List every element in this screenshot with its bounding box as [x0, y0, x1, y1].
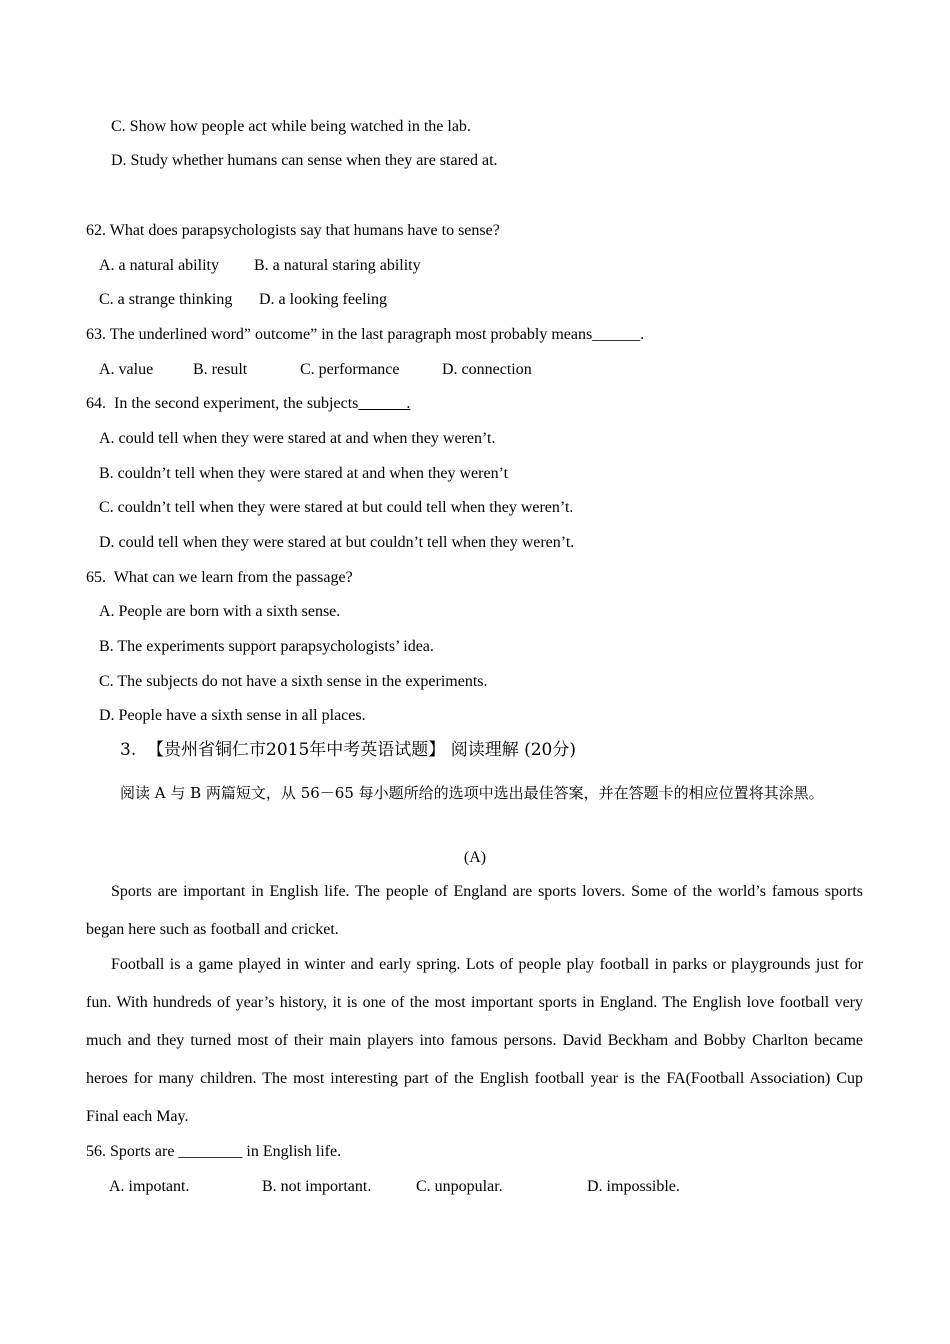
- q63-question: [86, 325, 644, 345]
- q62-option-d: D. a looking feeling: [259, 291, 387, 308]
- q62-option-b: B. a natural staring ability: [254, 257, 421, 274]
- q63-option-b: B. result: [193, 361, 248, 378]
- section-instruction: 阅读 A 与 B 两篇短文，从 56－65 每小题所给的选项中选出最佳答案，并在答题卡的相应位置将其涂黑。: [120, 784, 824, 802]
- q65-question: 65. What can we learn from the passage?: [86, 569, 353, 586]
- q63-option-d: D. connection: [442, 361, 532, 378]
- section-heading: 3. 【贵州省铜仁市2015年中考英语试题】 阅读理解 (20分): [120, 740, 576, 760]
- q56-option-b: B. not important.: [262, 1178, 372, 1195]
- q63-question-end: .: [640, 326, 645, 343]
- q63-question-text: 63. The underlined word” outcome” in the last paragraph most probably means: [86, 326, 593, 343]
- q62-option-a: A. a natural ability: [99, 257, 219, 274]
- q63-option-c: C. performance: [300, 361, 400, 378]
- q65-option-d: D. People have a sixth sense in all places.: [99, 707, 366, 724]
- q65-option-c: C. The subjects do not have a sixth sense in the experiments.: [99, 673, 488, 690]
- q61-option-c: D. Study whether humans can sense when they are stared at.: [111, 152, 498, 169]
- q63-option-a: A. value: [99, 361, 154, 378]
- q56-question: 56. Sports are ________ in English life.: [86, 1143, 342, 1160]
- q62-question: 62. What does parapsychologists say that humans have to sense?: [86, 222, 500, 239]
- passage-paragraph-1: Sports are important in English life. The people of England are sports lovers. Some of the world’s famous sports began here such as football and cricket.: [86, 883, 863, 938]
- q64-question-text: 64. In the second experiment, the subjects: [86, 395, 359, 412]
- q63-blank: ______: [592, 326, 641, 343]
- q65-option-b: B. The experiments support parapsychologists’ idea.: [99, 638, 434, 655]
- passage-paragraph-2: Football is a game played in winter and early spring. Lots of people play football in parks or playgrounds just for fun. With hundreds of year’s history, it is one of the most important sports in England. The English love football very much and they turned most of their main players into famous persons. David Beckham and Bobby Charlton became heroes for many children. The most interesting part of the English football year is the FA(Football Association) Cup Final each May.: [86, 956, 863, 1125]
- q65-option-a: A. People are born with a sixth sense.: [99, 603, 341, 620]
- q64-option-c: C. couldn’t tell when they were stared at but could tell when they weren’t.: [99, 499, 574, 516]
- q64-question: [86, 394, 410, 414]
- q61-option-b: C. Show how people act while being watched in the lab.: [111, 118, 471, 135]
- q62-option-c: C. a strange thinking: [99, 291, 233, 308]
- q64-option-a: A. could tell when they were stared at and when they weren’t.: [99, 430, 496, 447]
- q64-option-b: B. couldn’t tell when they were stared at and when they weren’t: [99, 465, 509, 482]
- q64-option-d: D. could tell when they were stared at but couldn’t tell when they weren’t.: [99, 534, 575, 551]
- q56-option-a: A. impotant.: [109, 1178, 190, 1195]
- q64-blank: ______.: [358, 395, 411, 412]
- q56-option-c: C. unpopular.: [416, 1178, 503, 1195]
- passage-label: (A): [463, 849, 487, 866]
- q56-option-d: D. impossible.: [587, 1178, 680, 1195]
